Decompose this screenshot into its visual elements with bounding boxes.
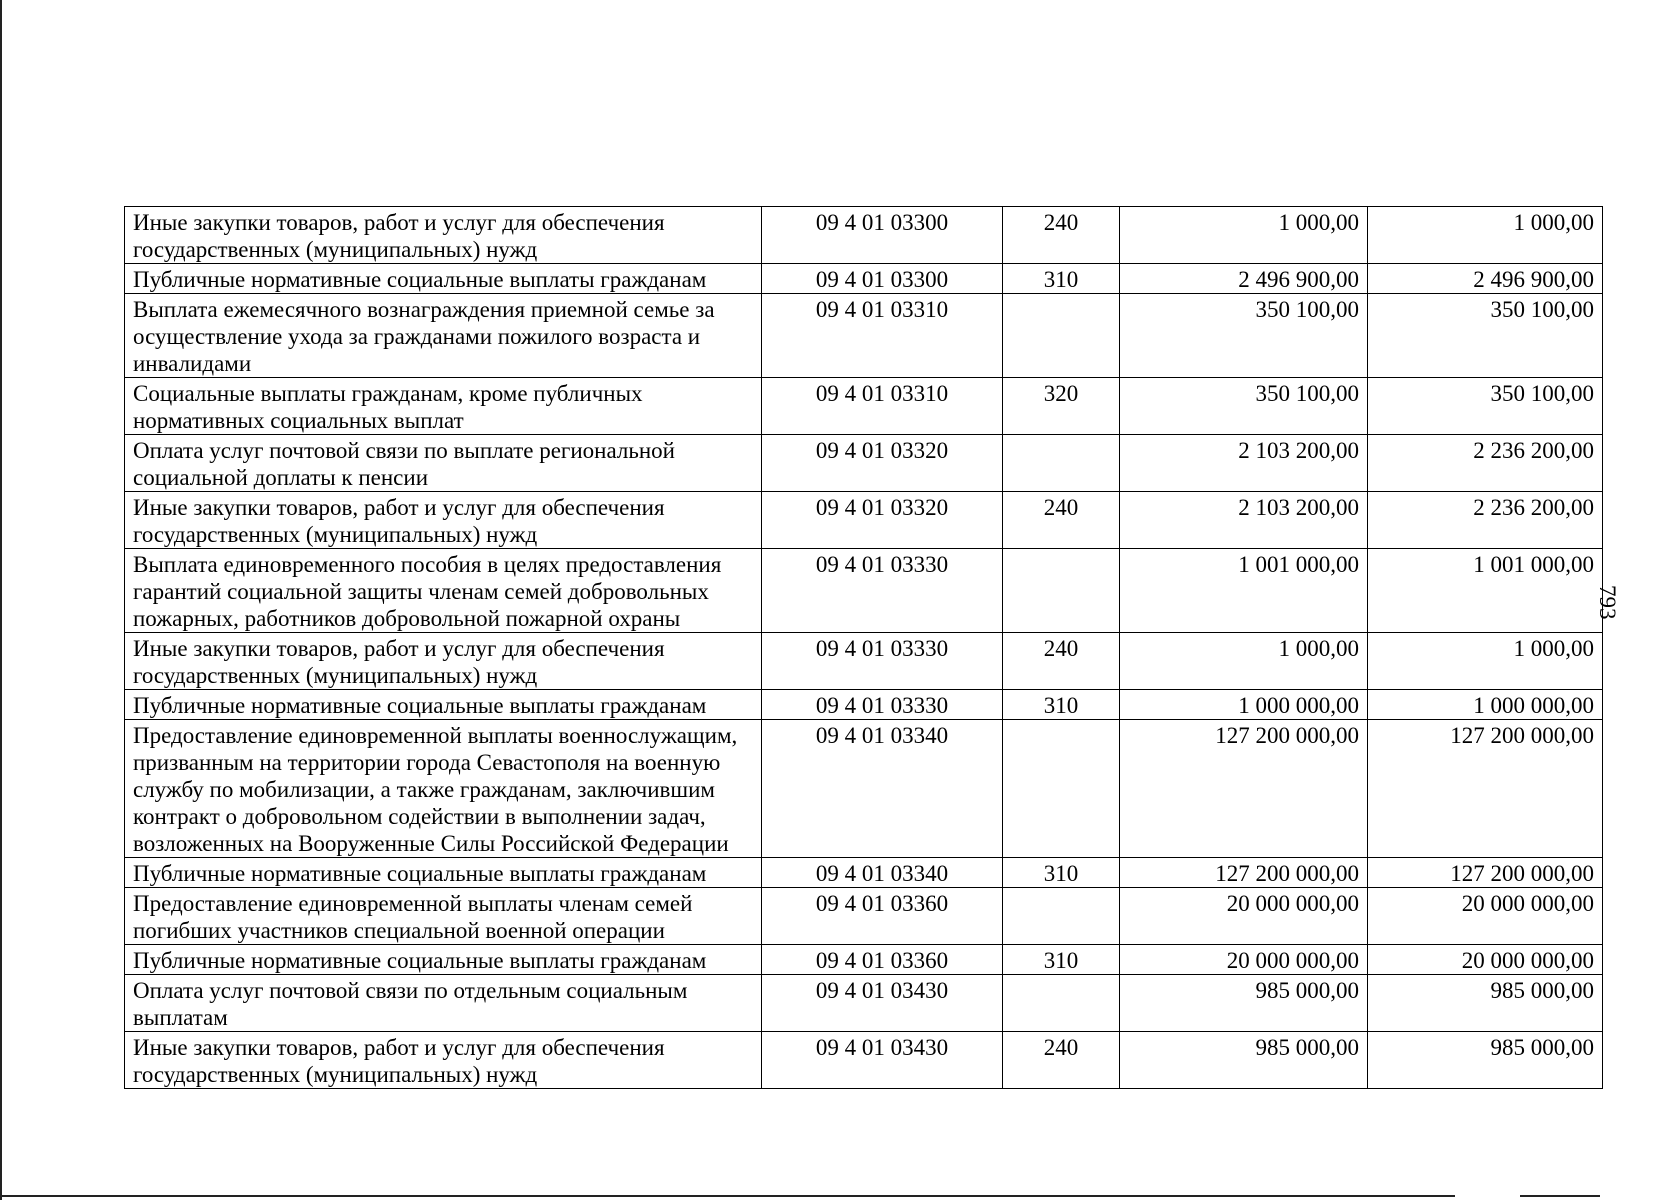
row-name-cell: Предоставление единовременной выплаты членам семей погибших участников специальной военной операции: [125, 888, 762, 945]
row-type-cell: 240: [1003, 1032, 1120, 1089]
row-name-cell: Иные закупки товаров, работ и услуг для обеспечения государственных (муниципальных) нужд: [125, 207, 762, 264]
row-amount-year2-cell: 20 000 000,00: [1368, 888, 1603, 945]
table-row: [125, 633, 1603, 690]
table-row: [125, 294, 1603, 378]
row-type-cell: [1003, 975, 1120, 1032]
row-code-cell: 09 4 01 03310: [762, 378, 1003, 435]
table-row: [125, 435, 1603, 492]
row-code-cell: 09 4 01 03360: [762, 945, 1003, 975]
row-code-cell: 09 4 01 03320: [762, 435, 1003, 492]
row-name-cell: Иные закупки товаров, работ и услуг для обеспечения государственных (муниципальных) нужд: [125, 492, 762, 549]
row-amount-year2-cell: 985 000,00: [1368, 1032, 1603, 1089]
table-row: [125, 264, 1603, 294]
row-type-cell: 320: [1003, 378, 1120, 435]
page-number: 793: [1595, 585, 1620, 620]
row-type-cell: 310: [1003, 945, 1120, 975]
row-name-cell: Публичные нормативные социальные выплаты гражданам: [125, 945, 762, 975]
row-amount-year1-cell: 985 000,00: [1120, 1032, 1368, 1089]
row-type-cell: [1003, 720, 1120, 858]
row-amount-year1-cell: 20 000 000,00: [1120, 945, 1368, 975]
row-amount-year1-cell: 20 000 000,00: [1120, 888, 1368, 945]
table-row: [125, 492, 1603, 549]
row-name-cell: Социальные выплаты гражданам, кроме публичных нормативных социальных выплат: [125, 378, 762, 435]
row-amount-year2-cell: 350 100,00: [1368, 378, 1603, 435]
row-code-cell: 09 4 01 03330: [762, 633, 1003, 690]
row-name-cell: Иные закупки товаров, работ и услуг для обеспечения государственных (муниципальных) нужд: [125, 1032, 762, 1089]
row-code-cell: 09 4 01 03430: [762, 1032, 1003, 1089]
table-row: [125, 549, 1603, 633]
row-name-cell: Оплата услуг почтовой связи по отдельным социальным выплатам: [125, 975, 762, 1032]
row-amount-year1-cell: 985 000,00: [1120, 975, 1368, 1032]
row-name-cell: Иные закупки товаров, работ и услуг для обеспечения государственных (муниципальных) нужд: [125, 633, 762, 690]
row-amount-year1-cell: 127 200 000,00: [1120, 720, 1368, 858]
scan-edge-bottom-right: [1520, 1195, 1600, 1197]
row-amount-year1-cell: 1 000,00: [1120, 633, 1368, 690]
row-amount-year2-cell: 1 001 000,00: [1368, 549, 1603, 633]
budget-table: [124, 206, 1603, 1089]
row-type-cell: 310: [1003, 264, 1120, 294]
row-code-cell: 09 4 01 03330: [762, 690, 1003, 720]
table-row: [125, 888, 1603, 945]
row-type-cell: [1003, 549, 1120, 633]
row-amount-year1-cell: 2 496 900,00: [1120, 264, 1368, 294]
row-amount-year1-cell: 350 100,00: [1120, 294, 1368, 378]
row-amount-year2-cell: 2 236 200,00: [1368, 492, 1603, 549]
row-name-cell: Публичные нормативные социальные выплаты гражданам: [125, 690, 762, 720]
table-row: [125, 945, 1603, 975]
row-amount-year1-cell: 2 103 200,00: [1120, 435, 1368, 492]
row-code-cell: 09 4 01 03340: [762, 720, 1003, 858]
row-code-cell: 09 4 01 03300: [762, 264, 1003, 294]
row-amount-year2-cell: 127 200 000,00: [1368, 720, 1603, 858]
row-code-cell: 09 4 01 03330: [762, 549, 1003, 633]
row-amount-year2-cell: 2 236 200,00: [1368, 435, 1603, 492]
row-amount-year1-cell: 127 200 000,00: [1120, 858, 1368, 888]
scan-edge-left: [0, 0, 2, 1200]
row-code-cell: 09 4 01 03430: [762, 975, 1003, 1032]
row-amount-year2-cell: 1 000,00: [1368, 207, 1603, 264]
table-row: [125, 378, 1603, 435]
row-type-cell: 240: [1003, 492, 1120, 549]
table-row: [125, 975, 1603, 1032]
row-amount-year1-cell: 1 000 000,00: [1120, 690, 1368, 720]
row-amount-year2-cell: 350 100,00: [1368, 294, 1603, 378]
row-type-cell: [1003, 888, 1120, 945]
table-row: [125, 858, 1603, 888]
scan-edge-bottom: [0, 1195, 1455, 1197]
row-amount-year2-cell: 1 000,00: [1368, 633, 1603, 690]
row-code-cell: 09 4 01 03360: [762, 888, 1003, 945]
row-amount-year1-cell: 1 000,00: [1120, 207, 1368, 264]
row-type-cell: 240: [1003, 633, 1120, 690]
row-amount-year2-cell: 2 496 900,00: [1368, 264, 1603, 294]
row-code-cell: 09 4 01 03320: [762, 492, 1003, 549]
row-code-cell: 09 4 01 03300: [762, 207, 1003, 264]
row-name-cell: Публичные нормативные социальные выплаты гражданам: [125, 858, 762, 888]
table-row: [125, 207, 1603, 264]
row-amount-year2-cell: 1 000 000,00: [1368, 690, 1603, 720]
row-amount-year1-cell: 350 100,00: [1120, 378, 1368, 435]
row-code-cell: 09 4 01 03310: [762, 294, 1003, 378]
table-row: [125, 690, 1603, 720]
row-code-cell: 09 4 01 03340: [762, 858, 1003, 888]
row-type-cell: 310: [1003, 690, 1120, 720]
row-type-cell: 310: [1003, 858, 1120, 888]
row-type-cell: 240: [1003, 207, 1120, 264]
row-name-cell: Предоставление единовременной выплаты военнослужащим, призванным на территории города Севастополя на военную службу по мобилизации, а также гражданам, заключившим контракт о добровольном содействии в выполнении задач, возложенных на Вооруженные Силы Российской Федерации: [125, 720, 762, 858]
table-row: [125, 1032, 1603, 1089]
row-amount-year2-cell: 127 200 000,00: [1368, 858, 1603, 888]
row-name-cell: Выплата ежемесячного вознаграждения приемной семье за осуществление ухода за гражданами пожилого возраста и инвалидами: [125, 294, 762, 378]
row-amount-year2-cell: 20 000 000,00: [1368, 945, 1603, 975]
row-name-cell: Выплата единовременного пособия в целях предоставления гарантий социальной защиты членам семей добровольных пожарных, работников добровольной пожарной охраны: [125, 549, 762, 633]
row-type-cell: [1003, 294, 1120, 378]
row-amount-year2-cell: 985 000,00: [1368, 975, 1603, 1032]
row-amount-year1-cell: 2 103 200,00: [1120, 492, 1368, 549]
table-row: [125, 720, 1603, 858]
row-amount-year1-cell: 1 001 000,00: [1120, 549, 1368, 633]
row-type-cell: [1003, 435, 1120, 492]
row-name-cell: Оплата услуг почтовой связи по выплате региональной социальной доплаты к пенсии: [125, 435, 762, 492]
budget-table-body: [125, 207, 1603, 1089]
row-name-cell: Публичные нормативные социальные выплаты гражданам: [125, 264, 762, 294]
